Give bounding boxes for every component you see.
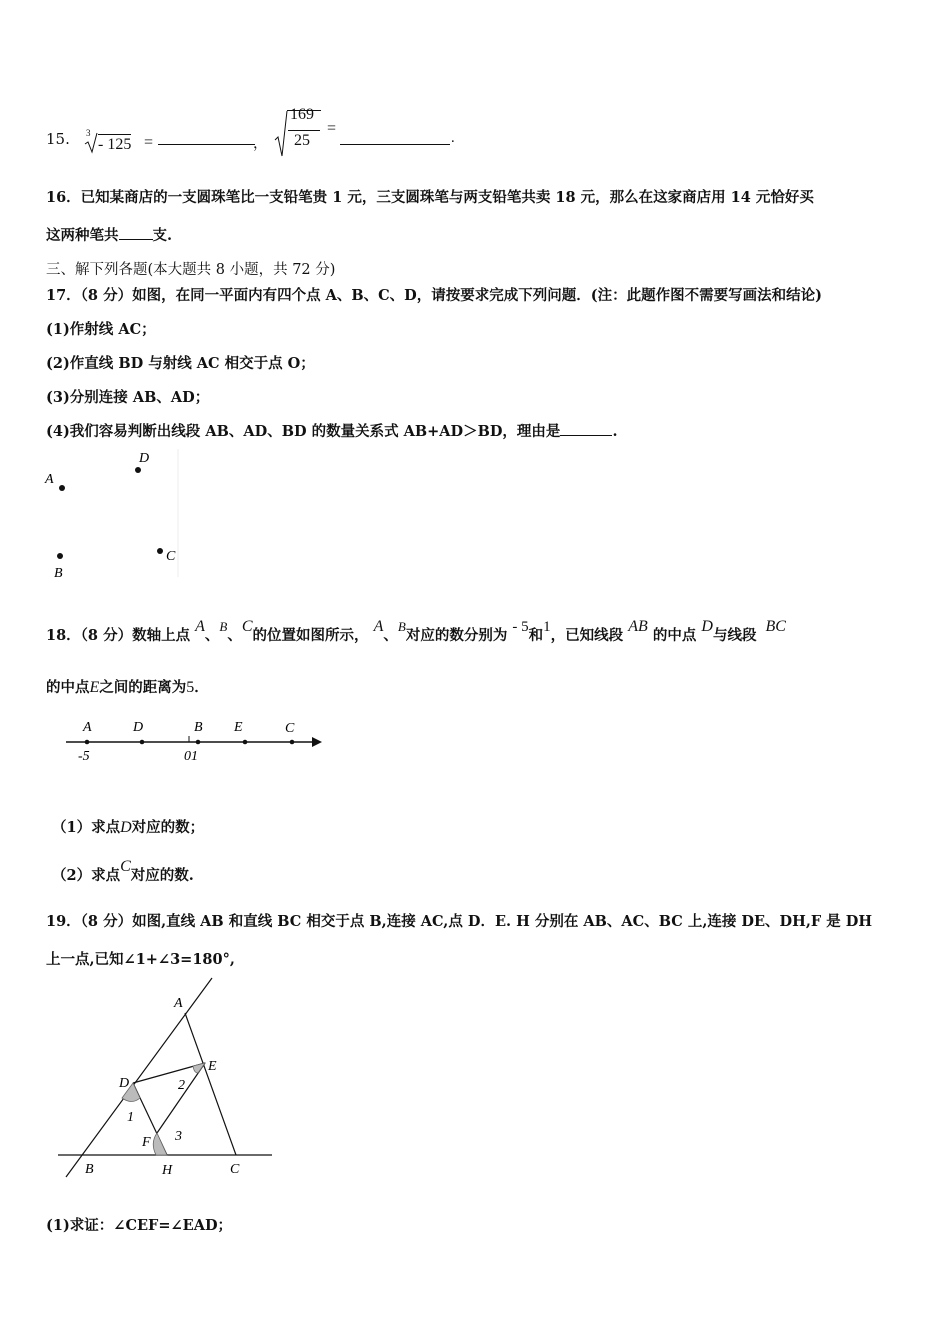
- fig-label-a: A: [174, 996, 183, 1011]
- q18-part1: [52, 816, 204, 837]
- q18-var-a: A: [195, 618, 205, 635]
- q17-point-b: [57, 553, 63, 559]
- q18-value-one: 1: [543, 619, 551, 635]
- q15-number: 15.: [46, 130, 70, 148]
- q18-var-b2: B: [397, 619, 406, 634]
- fig-label-f: F: [142, 1135, 151, 1150]
- axis-point-b: [196, 740, 201, 745]
- cube-root-index: 3: [86, 128, 91, 138]
- equals-sign-2: =: [327, 120, 337, 137]
- comma: ，: [253, 136, 268, 152]
- q17-label-c: C: [166, 549, 176, 564]
- fraction-bar: [288, 130, 320, 131]
- line-ab: [66, 978, 212, 1177]
- q18-text-4: 的位置如图所示，: [252, 627, 369, 644]
- angle-2-marker: [193, 1063, 205, 1073]
- q17-header: 17．（8 分）如图，在同一平面内有四个点 A、B、C、D，请按要求完成下列问题．(注：此题作图不需要写画法和结论): [46, 287, 822, 304]
- q18-var-d: D: [701, 618, 713, 635]
- answer-blank-2[interactable]: [340, 144, 450, 145]
- q18-line2-text-2: 之间的距离为: [99, 679, 187, 696]
- q17-label-b: B: [54, 566, 63, 580]
- q18-line2: [46, 676, 209, 697]
- axis-point-c: [290, 740, 295, 745]
- q18-text-1: 18．（8 分）数轴上点: [46, 627, 191, 644]
- fraction-numerator: 169: [290, 106, 314, 123]
- answer-blank-1[interactable]: [158, 144, 255, 145]
- q17-figure: [40, 445, 185, 580]
- q17-item4: [46, 420, 618, 441]
- q16-line1: 16．已知某商店的一支圆珠笔比一支铅笔贵 1 元，三支圆珠笔与两支铅笔共卖 18 元，那么在这家商店用 14 元恰好买: [46, 189, 814, 206]
- angle-3-label: 3: [175, 1129, 182, 1144]
- q15-line: [46, 106, 546, 160]
- q17-item2: (2)作直线 BD 与射线 AC 相交于点 O；: [46, 355, 315, 372]
- q18-line2-text-3: ．: [194, 679, 209, 696]
- q18-var-bc: BC: [765, 618, 786, 635]
- angle-3-marker: [153, 1133, 167, 1155]
- q18-var-e: E: [89, 679, 100, 696]
- q18-var-c: C: [241, 618, 253, 635]
- segment-ef: [157, 1063, 205, 1133]
- q16-line2: [46, 224, 172, 245]
- q18-line1: [46, 618, 786, 645]
- q17-point-a: [59, 485, 65, 491]
- q18-part1-var-d: D: [120, 819, 132, 836]
- q18-text-8: ，已知线段: [550, 627, 624, 644]
- fig-label-h: H: [162, 1163, 173, 1178]
- q17-label-a: A: [45, 472, 54, 487]
- q19-line1: 19．（8 分）如图,直线 AB 和直线 BC 相交于点 B,连接 AC,点 D．E. H 分别在 AB、AC、BC 上,连接 DE、DH,F 是 DH: [46, 913, 873, 930]
- q18-part2-after: 对应的数.: [130, 867, 194, 884]
- axis-tick-01: 01: [184, 749, 198, 764]
- q19-line2: 上一点,已知∠1+∠3=180°,: [46, 951, 235, 968]
- axis-tick-neg5: -5: [78, 749, 90, 764]
- q19-proof1: (1)求证：∠CEF=∠EAD；: [46, 1217, 233, 1234]
- q16-answer-blank[interactable]: [119, 239, 153, 240]
- axis-label-b: B: [194, 720, 203, 735]
- q17-item4-before: (4)我们容易判断出线段 AB、AD、BD 的数量关系式 AB+AD＞BD，理由是: [46, 423, 561, 440]
- fig-label-d: D: [119, 1076, 130, 1091]
- angle-1-label: 1: [127, 1110, 134, 1125]
- q16-line2-after: 支.: [152, 227, 173, 244]
- q18-var-b: B: [219, 619, 228, 634]
- q17-item4-after: .: [612, 423, 618, 440]
- q19-figure: [50, 975, 280, 1185]
- q17-label-d: D: [139, 451, 150, 466]
- angle-2-label: 2: [178, 1078, 185, 1093]
- q17-point-d: [135, 467, 141, 473]
- axis-label-e: E: [234, 720, 243, 735]
- q18-var-a2: A: [373, 618, 384, 635]
- q18-part2-before: （2）求点: [52, 867, 121, 884]
- number-line-arrow: [312, 737, 322, 747]
- square-root-sign: [274, 110, 288, 158]
- fig-label-c: C: [230, 1162, 240, 1177]
- q18-part2-var-c: C: [120, 858, 131, 875]
- q18-var-ab: AB: [628, 618, 648, 635]
- fig-label-e: E: [208, 1059, 217, 1074]
- q17-item3: (3)分别连接 AB、AD；: [46, 389, 210, 406]
- q18-text-9: 的中点: [652, 627, 697, 644]
- equals-sign: =: [144, 134, 154, 151]
- axis-point-a: [85, 740, 90, 745]
- segment-ac: [185, 1013, 236, 1155]
- axis-label-c: C: [285, 721, 295, 736]
- q18-value-five: 5: [186, 679, 195, 696]
- q17-point-c: [157, 548, 163, 554]
- q16-line2-before: 这两种笔共: [46, 227, 119, 244]
- q17-item1: (1)作射线 AC；: [46, 321, 156, 338]
- q18-part1-before: （1）求点: [52, 819, 121, 836]
- axis-point-e: [243, 740, 248, 745]
- number-line-figure: [60, 712, 330, 772]
- q18-text-10: 与线段: [712, 627, 757, 644]
- q18-text-6: 对应的数分别为: [405, 627, 508, 644]
- axis-label-a: A: [83, 720, 92, 735]
- cube-root-radicand: - 125: [98, 136, 132, 153]
- period: .: [451, 130, 455, 146]
- section3-title: 三、解下列各题(本大题共 8 小题，共 72 分): [46, 262, 336, 278]
- q18-text-2: 、: [204, 627, 220, 644]
- q18-value-neg5: - 5: [512, 619, 529, 635]
- q18-part2: [52, 858, 194, 885]
- q17-reason-blank[interactable]: [560, 435, 612, 436]
- fraction-denominator: 25: [294, 132, 310, 149]
- q18-text-7: 和: [528, 627, 544, 644]
- fig-label-b: B: [85, 1162, 94, 1177]
- q18-line2-text-1: 的中点: [46, 679, 90, 696]
- axis-label-d: D: [133, 720, 144, 735]
- axis-point-d: [140, 740, 145, 745]
- q18-text-3: 、: [227, 627, 242, 644]
- cube-root-sign: [84, 132, 98, 154]
- q18-text-5: 、: [383, 627, 398, 644]
- q18-part1-after: 对应的数；: [131, 819, 205, 836]
